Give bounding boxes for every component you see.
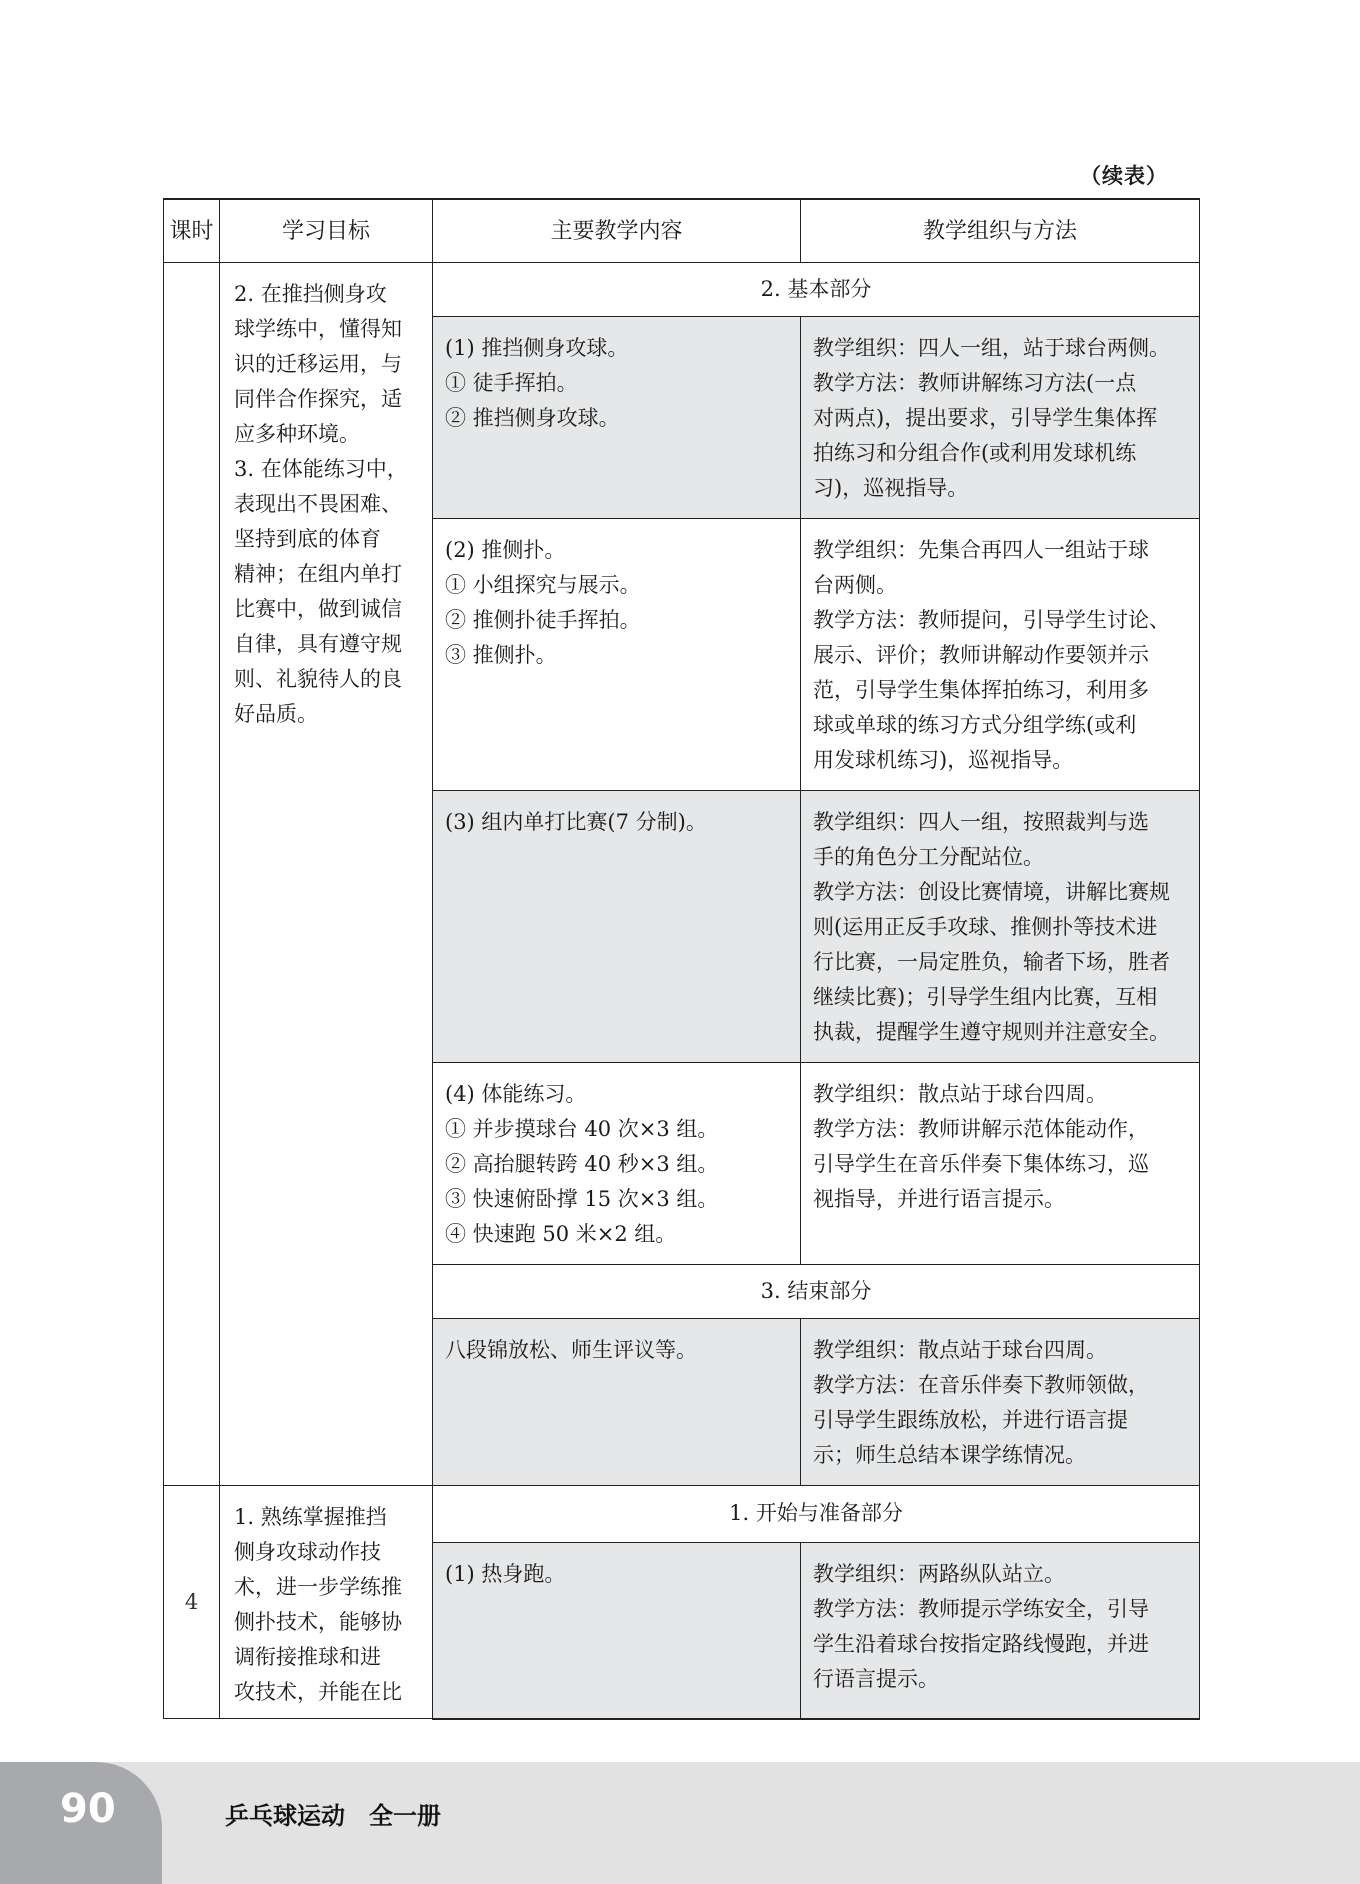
section-title-basic: 2. 基本部分 xyxy=(433,263,1200,317)
content-cell xyxy=(433,1319,801,1486)
method-line: 拍练习和分组合作(或利用发球机练 xyxy=(813,441,1137,465)
header-method: 教学组织与方法 xyxy=(801,199,1200,263)
goal-line: 侧扑技术，能够协 xyxy=(234,1610,402,1634)
lesson-plan-table xyxy=(163,198,1200,1720)
content-line: (1) 推挡侧身攻球。 xyxy=(445,336,629,360)
method-line: 教学方法：创设比赛情境，讲解比赛规 xyxy=(813,880,1170,904)
method-line: 教学组织：先集合再四人一组站于球 xyxy=(813,538,1149,562)
goal-line: 则、礼貌待人的良 xyxy=(234,667,402,691)
method-cell xyxy=(801,1319,1200,1486)
goal-line: 球学练中，懂得知 xyxy=(234,317,402,341)
content-line: ③ 快速俯卧撑 15 次×3 组。 xyxy=(445,1187,719,1211)
lesson-number: 4 xyxy=(164,1486,220,1719)
method-line: 范，引导学生集体挥拍练习，利用多 xyxy=(813,678,1149,702)
content-line: ① 小组探究与展示。 xyxy=(445,573,641,597)
header-lesson: 课时 xyxy=(164,199,220,263)
method-line: 则(运用正反手攻球、推侧扑等技术进 xyxy=(813,915,1158,939)
method-line: 展示、评价；教师讲解动作要领并示 xyxy=(813,643,1149,667)
content-line: (1) 热身跑。 xyxy=(445,1561,566,1586)
lesson-number-cell xyxy=(164,263,220,1486)
header-content: 主要教学内容 xyxy=(433,199,801,263)
goal-line: 坚持到底的体育 xyxy=(234,527,381,551)
content-line: ③ 推侧扑。 xyxy=(445,643,557,667)
method-cell xyxy=(801,791,1200,1063)
method-line: 教学方法：教师讲解练习方法(一点 xyxy=(813,371,1137,395)
content-line: (3) 组内单打比赛(7 分制)。 xyxy=(445,810,707,834)
content-line: ① 徒手挥拍。 xyxy=(445,371,578,395)
goal-line: 侧身攻球动作技 xyxy=(234,1540,381,1564)
footer-band xyxy=(0,1762,1360,1884)
method-line: 台两侧。 xyxy=(813,573,897,597)
method-line: 引导学生在音乐伴奏下集体练习，巡 xyxy=(813,1152,1149,1176)
method-cell xyxy=(801,1063,1200,1265)
content-line: ② 高抬腿转跨 40 秒×3 组。 xyxy=(445,1152,719,1176)
goal-line: 应多种环境。 xyxy=(234,422,360,446)
goal-line: 术，进一步学练推 xyxy=(234,1575,402,1599)
page-number: 90 xyxy=(60,1786,116,1832)
method-line: 视指导，并进行语言提示。 xyxy=(813,1187,1065,1211)
method-line: 继续比赛)；引导学生组内比赛，互相 xyxy=(813,985,1158,1009)
method-line: 教学组织：四人一组，站于球台两侧。 xyxy=(813,336,1170,360)
goal-line: 2. 在推挡侧身攻 xyxy=(234,282,387,306)
content-cell xyxy=(433,791,801,1063)
content-cell xyxy=(433,519,801,791)
goal-line: 攻技术，并能在比 xyxy=(234,1680,402,1704)
content-line: (2) 推侧扑。 xyxy=(445,538,566,562)
method-line: 教学组织：散点站于球台四周。 xyxy=(813,1338,1107,1362)
method-line: 执裁，提醒学生遵守规则并注意安全。 xyxy=(813,1020,1170,1044)
method-line: 行语言提示。 xyxy=(813,1666,939,1691)
method-line: 手的角色分工分配站位。 xyxy=(813,845,1044,869)
method-cell xyxy=(801,519,1200,791)
content-cell xyxy=(433,317,801,519)
goal-line: 精神；在组内单打 xyxy=(234,562,402,586)
continued-label: （续表） xyxy=(1080,164,1168,188)
content-line: ② 推侧扑徒手挥拍。 xyxy=(445,608,641,632)
content-line: 八段锦放松、师生评议等。 xyxy=(445,1338,697,1362)
goal-line: 表现出不畏困难、 xyxy=(234,492,402,516)
method-line: 教学组织：散点站于球台四周。 xyxy=(813,1082,1107,1106)
section-title-start: 1. 开始与准备部分 xyxy=(433,1486,1200,1543)
section-title-end: 3. 结束部分 xyxy=(433,1265,1200,1319)
section-row-basic xyxy=(164,263,1200,317)
method-line: 教学方法：教师讲解示范体能动作， xyxy=(813,1117,1149,1141)
goal-line: 同伴合作探究，适 xyxy=(234,387,402,411)
goal-line: 好品质。 xyxy=(234,702,318,726)
method-cell xyxy=(801,1542,1200,1718)
goal-line: 比赛中，做到诚信 xyxy=(234,597,402,621)
goal-line: 自律，具有遵守规 xyxy=(234,632,402,656)
method-line: 教学组织：两路纵队站立。 xyxy=(813,1561,1065,1586)
method-line: 球或单球的练习方式分组学练(或利 xyxy=(813,713,1137,737)
method-line: 引导学生跟练放松，并进行语言提 xyxy=(813,1408,1128,1432)
content-line: ② 推挡侧身攻球。 xyxy=(445,406,620,430)
method-line: 用发球机练习)，巡视指导。 xyxy=(813,748,1074,772)
method-line: 教学方法：教师提问，引导学生讨论、 xyxy=(813,608,1170,632)
goal-cell xyxy=(220,263,433,1486)
goal-line: 调衔接推球和进 xyxy=(234,1645,381,1669)
method-line: 学生沿着球台按指定路线慢跑，并进 xyxy=(813,1631,1149,1656)
book-title: 乒乓球运动 全一册 xyxy=(225,1802,441,1830)
content-line: ④ 快速跑 50 米×2 组。 xyxy=(445,1222,677,1246)
method-line: 行比赛，一局定胜负，输者下场，胜者 xyxy=(813,950,1170,974)
goal-line: 3. 在体能练习中， xyxy=(234,457,408,481)
method-line: 教学方法：教师提示学练安全，引导 xyxy=(813,1596,1149,1621)
goal-cell xyxy=(220,1486,433,1719)
method-line: 示；师生总结本课学练情况。 xyxy=(813,1443,1086,1467)
content-cell xyxy=(433,1063,801,1265)
method-line: 对两点)，提出要求，引导学生集体挥 xyxy=(813,406,1158,430)
method-cell xyxy=(801,317,1200,519)
goal-line: 识的迁移运用，与 xyxy=(234,352,402,376)
header-goal: 学习目标 xyxy=(220,199,433,263)
method-line: 习)，巡视指导。 xyxy=(813,476,969,500)
content-cell xyxy=(433,1542,801,1718)
content-line: (4) 体能练习。 xyxy=(445,1082,587,1106)
method-line: 教学方法：在音乐伴奏下教师领做， xyxy=(813,1373,1149,1397)
content-line: ① 并步摸球台 40 次×3 组。 xyxy=(445,1117,719,1141)
method-line: 教学组织：四人一组，按照裁判与选 xyxy=(813,810,1149,834)
table-header-row xyxy=(164,199,1200,263)
goal-line: 1. 熟练掌握推挡 xyxy=(234,1505,387,1529)
section-row-start xyxy=(164,1486,1200,1543)
